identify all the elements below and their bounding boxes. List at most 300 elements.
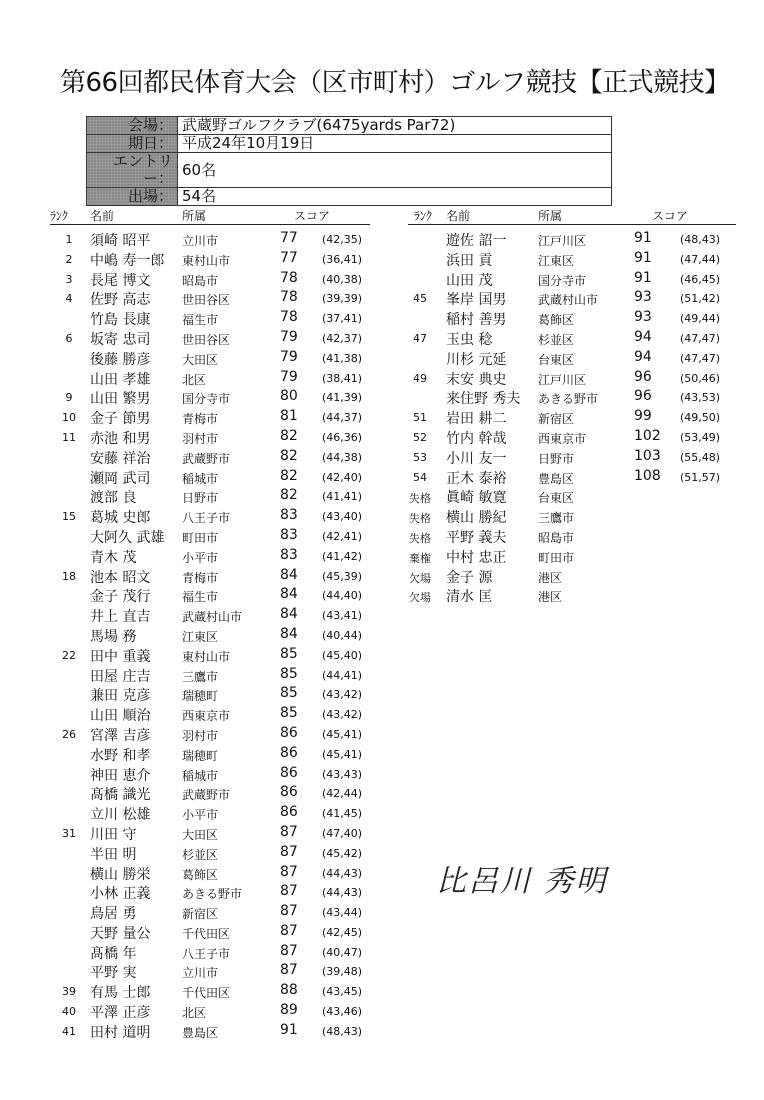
player-name: 神田 恵介 <box>90 767 151 784</box>
result-row <box>408 229 736 249</box>
half-scores: (43,41) <box>322 609 363 623</box>
player-name: 平野 義夫 <box>446 529 507 546</box>
affiliation: 世田谷区 <box>182 332 231 347</box>
result-row <box>50 882 370 902</box>
affiliation: 江東区 <box>182 629 219 644</box>
rank-cell: 26 <box>62 727 76 741</box>
result-row <box>408 526 736 546</box>
affiliation: 昭島市 <box>182 273 219 288</box>
player-name: 坂寄 忠司 <box>90 331 151 348</box>
half-scores: (51,42) <box>680 292 721 306</box>
result-row <box>50 744 370 764</box>
player-name: 山田 孝雄 <box>90 371 151 388</box>
player-name: 田中 重義 <box>90 648 151 665</box>
player-name: 天野 量公 <box>90 925 151 942</box>
half-scores: (44,38) <box>322 450 363 464</box>
player-name: 横山 勝栄 <box>90 866 151 883</box>
handwritten-signature: 比呂川 秀明 <box>436 864 608 899</box>
half-scores: (37,41) <box>322 312 363 326</box>
total-score: 79 <box>280 328 298 345</box>
player-name: 玉虫 稔 <box>446 331 493 348</box>
half-scores: (42,35) <box>322 233 363 246</box>
player-name: 兼田 克彦 <box>90 688 151 705</box>
half-scores: (43,42) <box>322 708 363 722</box>
player-name: 川杉 元延 <box>446 351 507 368</box>
result-row <box>408 249 736 269</box>
result-row <box>408 585 736 605</box>
half-scores: (44,43) <box>322 866 363 880</box>
total-score: 85 <box>280 665 298 682</box>
half-scores: (42,41) <box>322 529 363 543</box>
half-scores: (43,53) <box>680 391 721 405</box>
result-row <box>50 902 370 922</box>
player-name: 池本 昭文 <box>90 569 151 586</box>
half-scores: (43,44) <box>322 906 363 920</box>
result-row <box>50 981 370 1001</box>
total-score: 91 <box>634 249 652 266</box>
player-name: 眞崎 敏寛 <box>446 490 507 507</box>
column-header <box>408 206 736 225</box>
total-score: 87 <box>280 903 298 920</box>
player-name: 葛城 史郎 <box>90 510 151 527</box>
affiliation: 青梅市 <box>182 570 219 585</box>
player-name: 立川 松雄 <box>90 807 151 824</box>
half-scores: (48,43) <box>322 1024 363 1038</box>
page-title: 第66回都民体育大会（区市町村）ゴルフ競技【正式競技】 <box>60 68 730 98</box>
half-scores: (40,38) <box>322 272 363 286</box>
header-score: スコア <box>652 209 689 223</box>
result-row <box>50 526 370 546</box>
rank-cell: 4 <box>65 292 73 306</box>
half-scores: (39,39) <box>322 292 363 306</box>
rank-cell: 18 <box>62 569 76 583</box>
half-scores: (55,48) <box>680 450 721 464</box>
half-scores: (38,41) <box>322 371 363 385</box>
player-name: 髙橋 年 <box>90 945 137 962</box>
affiliation: 稲城市 <box>182 768 219 783</box>
rank-cell: 11 <box>62 430 76 444</box>
player-name: 小川 友一 <box>446 450 507 467</box>
player-name: 横山 勝紀 <box>446 510 507 527</box>
results-list <box>408 229 736 605</box>
half-scores: (46,36) <box>322 430 363 444</box>
player-name: 金子 茂行 <box>90 589 151 606</box>
half-scores: (49,44) <box>680 312 721 326</box>
total-score: 87 <box>280 843 298 860</box>
result-row <box>50 783 370 803</box>
half-scores: (45,42) <box>322 846 363 860</box>
total-score: 89 <box>280 1002 298 1019</box>
rank-cell: 失格 <box>409 492 431 506</box>
total-score: 87 <box>280 942 298 959</box>
affiliation: 西東京市 <box>538 431 587 446</box>
total-score: 83 <box>280 546 298 563</box>
header-name: 名前 <box>446 209 471 223</box>
affiliation: 西東京市 <box>182 709 231 724</box>
total-score: 80 <box>280 388 298 405</box>
affiliation: 稲城市 <box>182 471 219 486</box>
affiliation: 羽村市 <box>182 431 219 446</box>
result-row <box>408 467 736 487</box>
affiliation: 新宿区 <box>538 412 575 427</box>
affiliation: 立川市 <box>182 966 219 981</box>
half-scores: (43,46) <box>322 1005 363 1019</box>
half-scores: (42,45) <box>322 925 363 939</box>
affiliation: 日野市 <box>538 451 575 466</box>
player-name: 中嶋 寿一郎 <box>90 252 165 269</box>
player-name: 田屋 庄吉 <box>90 668 151 685</box>
player-name: 髙橋 識光 <box>90 787 151 804</box>
header-score: スコア <box>294 209 331 223</box>
results-list <box>50 229 370 1041</box>
player-name: 山田 繁男 <box>90 391 151 408</box>
total-score: 84 <box>280 606 298 623</box>
total-score: 78 <box>280 309 298 326</box>
rank-cell: 22 <box>62 648 76 662</box>
affiliation: 国分寺市 <box>182 392 231 407</box>
half-scores: (47,47) <box>680 331 721 345</box>
affiliation: 三鷹市 <box>538 511 575 526</box>
half-scores: (43,45) <box>322 985 363 999</box>
player-name: 岩田 耕二 <box>446 411 507 428</box>
half-scores: (45,41) <box>322 747 363 761</box>
header-affiliation: 所属 <box>538 209 563 223</box>
half-scores: (49,50) <box>680 411 721 425</box>
affiliation: 立川市 <box>182 234 219 248</box>
total-score: 82 <box>280 487 298 504</box>
total-score: 91 <box>280 1021 298 1038</box>
affiliation: あきる野市 <box>538 392 599 407</box>
header-rank: ﾗﾝｸ <box>414 209 433 223</box>
result-row <box>408 407 736 427</box>
total-score: 79 <box>280 348 298 365</box>
player-name: 中村 忠正 <box>446 549 507 566</box>
total-score: 82 <box>280 467 298 484</box>
player-name: 金子 源 <box>446 569 493 586</box>
result-row <box>50 803 370 823</box>
total-score: 102 <box>634 427 661 444</box>
total-score: 86 <box>280 744 298 761</box>
rank-cell: 1 <box>65 233 73 246</box>
half-scores: (41,42) <box>322 549 363 563</box>
player-name: 峯岸 国男 <box>446 292 507 309</box>
result-row <box>50 288 370 308</box>
total-score: 77 <box>280 249 298 266</box>
total-score: 91 <box>634 269 652 286</box>
rank-cell: 欠場 <box>409 571 431 585</box>
result-row <box>50 1001 370 1021</box>
affiliation: 世田谷区 <box>182 293 231 308</box>
player-name: 後藤 勝彦 <box>90 351 151 368</box>
result-row <box>50 942 370 962</box>
rank-cell: 39 <box>62 985 76 999</box>
total-score: 78 <box>280 269 298 286</box>
result-row <box>50 447 370 467</box>
rank-cell: 51 <box>413 411 427 425</box>
result-row <box>50 427 370 447</box>
result-row <box>50 546 370 566</box>
half-scores: (45,41) <box>322 727 363 741</box>
rank-cell: 9 <box>65 391 73 405</box>
total-score: 94 <box>634 348 652 365</box>
affiliation: 小平市 <box>182 808 219 823</box>
result-row <box>50 823 370 843</box>
result-row <box>50 863 370 883</box>
rank-cell: 10 <box>62 411 76 425</box>
half-scores: (39,48) <box>322 965 363 979</box>
info-value: 平成24年10月19日 <box>178 135 612 153</box>
result-row <box>408 348 736 368</box>
half-scores: (47,47) <box>680 351 721 365</box>
rank-cell: 45 <box>413 292 427 306</box>
affiliation: 北区 <box>182 1006 207 1021</box>
affiliation: 台東区 <box>538 352 575 367</box>
total-score: 85 <box>280 645 298 662</box>
affiliation: 福生市 <box>182 590 219 605</box>
header-rank: ﾗﾝｸ <box>50 209 69 223</box>
half-scores: (44,40) <box>322 589 363 603</box>
total-score: 96 <box>634 368 652 385</box>
player-name: 宮澤 吉彦 <box>90 727 151 744</box>
header-name: 名前 <box>90 209 115 223</box>
total-score: 86 <box>280 764 298 781</box>
column-header <box>50 206 370 225</box>
half-scores: (41,38) <box>322 351 363 365</box>
total-score: 83 <box>280 526 298 543</box>
result-row <box>408 387 736 407</box>
affiliation: 武蔵野市 <box>182 451 231 466</box>
result-row <box>408 269 736 289</box>
total-score: 79 <box>280 368 298 385</box>
affiliation: 葛飾区 <box>538 313 575 328</box>
affiliation: 国分寺市 <box>538 273 587 288</box>
affiliation: 杉並区 <box>538 332 575 347</box>
affiliation: 大田区 <box>182 352 219 367</box>
player-name: 来住野 秀夫 <box>446 391 521 408</box>
info-value: 武蔵野ゴルフクラブ(6475yards Par72) <box>178 117 612 135</box>
half-scores: (41,41) <box>322 490 363 504</box>
total-score: 81 <box>280 408 298 425</box>
total-score: 84 <box>280 566 298 583</box>
rank-cell: 54 <box>413 470 427 484</box>
info-row <box>87 188 612 206</box>
total-score: 83 <box>280 507 298 524</box>
half-scores: (47,44) <box>680 252 721 266</box>
result-row <box>50 961 370 981</box>
affiliation: 町田市 <box>538 550 575 565</box>
affiliation: 瑞穂町 <box>182 748 219 763</box>
player-name: 末安 典史 <box>446 371 507 388</box>
affiliation: 町田市 <box>182 530 219 545</box>
total-score: 87 <box>280 823 298 840</box>
half-scores: (44,37) <box>322 411 363 425</box>
affiliation: 武蔵野市 <box>182 788 231 803</box>
half-scores: (50,46) <box>680 371 721 385</box>
info-row <box>87 153 612 188</box>
results-column-right <box>408 206 736 605</box>
player-name: 山田 茂 <box>446 272 493 289</box>
rank-cell: 49 <box>413 371 427 385</box>
result-row <box>50 506 370 526</box>
result-row <box>50 566 370 586</box>
player-name: 馬場 務 <box>90 628 137 645</box>
affiliation: 武蔵村山市 <box>182 610 243 625</box>
player-name: 須崎 昭平 <box>90 233 151 249</box>
player-name: 川田 守 <box>90 826 137 843</box>
result-row <box>408 546 736 566</box>
total-score: 108 <box>634 467 661 484</box>
event-info-table <box>86 116 612 206</box>
total-score: 94 <box>634 328 652 345</box>
total-score: 103 <box>634 447 661 464</box>
player-name: 稲村 善男 <box>446 312 507 329</box>
result-row <box>50 368 370 388</box>
affiliation: 日野市 <box>182 491 219 506</box>
result-row <box>50 625 370 645</box>
total-score: 87 <box>280 863 298 880</box>
result-row <box>408 288 736 308</box>
affiliation: 港区 <box>538 590 563 605</box>
rank-cell: 6 <box>65 331 73 345</box>
total-score: 85 <box>280 705 298 722</box>
total-score: 78 <box>280 289 298 306</box>
half-scores: (42,40) <box>322 470 363 484</box>
total-score: 86 <box>280 724 298 741</box>
info-value: 60名 <box>178 153 612 188</box>
total-score: 87 <box>280 883 298 900</box>
rank-cell: 40 <box>62 1005 76 1019</box>
result-row <box>50 467 370 487</box>
result-row <box>50 387 370 407</box>
rank-cell: 棄権 <box>409 551 431 565</box>
result-row <box>50 764 370 784</box>
result-row <box>50 328 370 348</box>
player-name: 竹内 幹哉 <box>446 430 507 447</box>
affiliation: 青梅市 <box>182 412 219 427</box>
half-scores: (45,40) <box>322 648 363 662</box>
rank-cell: 3 <box>65 272 73 286</box>
result-row <box>408 427 736 447</box>
result-row <box>50 704 370 724</box>
rank-cell: 41 <box>62 1024 76 1038</box>
result-row <box>50 684 370 704</box>
total-score: 84 <box>280 586 298 603</box>
half-scores: (41,39) <box>322 391 363 405</box>
affiliation: 杉並区 <box>182 847 219 862</box>
result-row <box>50 269 370 289</box>
player-name: 小林 正義 <box>90 886 151 903</box>
affiliation: 台東区 <box>538 491 575 506</box>
rank-cell: 2 <box>65 252 73 266</box>
half-scores: (43,40) <box>322 510 363 524</box>
result-row <box>50 229 370 249</box>
info-label: 出場： <box>87 188 178 206</box>
affiliation: 東村山市 <box>182 253 231 268</box>
affiliation: 福生市 <box>182 313 219 328</box>
player-name: 井上 直吉 <box>90 609 151 626</box>
result-row <box>50 1021 370 1041</box>
result-row <box>50 843 370 863</box>
affiliation: 東村山市 <box>182 649 231 664</box>
result-row <box>50 486 370 506</box>
rank-cell: 欠場 <box>409 591 431 605</box>
info-label: 期日： <box>87 135 178 153</box>
info-value: 54名 <box>178 188 612 206</box>
result-row <box>408 566 736 586</box>
total-score: 86 <box>280 804 298 821</box>
result-row <box>50 605 370 625</box>
half-scores: (47,40) <box>322 826 363 840</box>
player-name: 浜田 貢 <box>446 252 493 269</box>
total-score: 99 <box>634 408 652 425</box>
half-scores: (40,44) <box>322 628 363 642</box>
affiliation: 小平市 <box>182 550 219 565</box>
result-row <box>408 368 736 388</box>
half-scores: (48,43) <box>680 233 721 246</box>
affiliation: 三鷹市 <box>182 669 219 684</box>
player-name: 有馬 士郎 <box>90 985 151 1002</box>
player-name: 山田 順治 <box>90 708 151 725</box>
player-name: 平澤 正彦 <box>90 1005 151 1022</box>
player-name: 竹島 長康 <box>90 312 151 329</box>
total-score: 86 <box>280 784 298 801</box>
info-label: 会場： <box>87 117 178 135</box>
rank-cell: 31 <box>62 826 76 840</box>
result-row <box>50 724 370 744</box>
player-name: 平野 実 <box>90 965 137 982</box>
player-name: 鳥居 勇 <box>90 906 137 923</box>
total-score: 84 <box>280 625 298 642</box>
total-score: 93 <box>634 289 652 306</box>
player-name: 安藤 祥治 <box>90 450 151 467</box>
affiliation: 港区 <box>538 570 563 585</box>
half-scores: (43,43) <box>322 767 363 781</box>
total-score: 77 <box>280 230 298 246</box>
total-score: 85 <box>280 685 298 702</box>
half-scores: (44,41) <box>322 668 363 682</box>
half-scores: (42,37) <box>322 331 363 345</box>
total-score: 93 <box>634 309 652 326</box>
half-scores: (40,47) <box>322 945 363 959</box>
result-row <box>50 407 370 427</box>
affiliation: 瑞穂町 <box>182 689 219 704</box>
info-row <box>87 117 612 135</box>
half-scores: (42,44) <box>322 787 363 801</box>
rank-cell: 15 <box>62 510 76 524</box>
half-scores: (53,49) <box>680 430 721 444</box>
player-name: 田村 道明 <box>90 1024 151 1041</box>
player-name: 水野 和孝 <box>90 747 151 764</box>
info-label: エントリー： <box>87 153 178 188</box>
result-row <box>408 506 736 526</box>
affiliation: 北区 <box>182 372 207 387</box>
player-name: 瀬岡 武司 <box>90 470 151 487</box>
result-row <box>50 922 370 942</box>
half-scores: (43,42) <box>322 688 363 702</box>
affiliation: 豊島区 <box>182 1025 219 1040</box>
total-score: 87 <box>280 922 298 939</box>
total-score: 82 <box>280 447 298 464</box>
result-row <box>408 486 736 506</box>
half-scores: (46,45) <box>680 272 721 286</box>
affiliation: 江戸川区 <box>538 234 587 248</box>
result-row <box>408 308 736 328</box>
total-score: 87 <box>280 962 298 979</box>
player-name: 清水 匡 <box>446 589 493 606</box>
rank-cell: 失格 <box>409 531 431 545</box>
player-name: 佐野 高志 <box>90 292 151 309</box>
player-name: 正木 泰裕 <box>446 470 507 487</box>
